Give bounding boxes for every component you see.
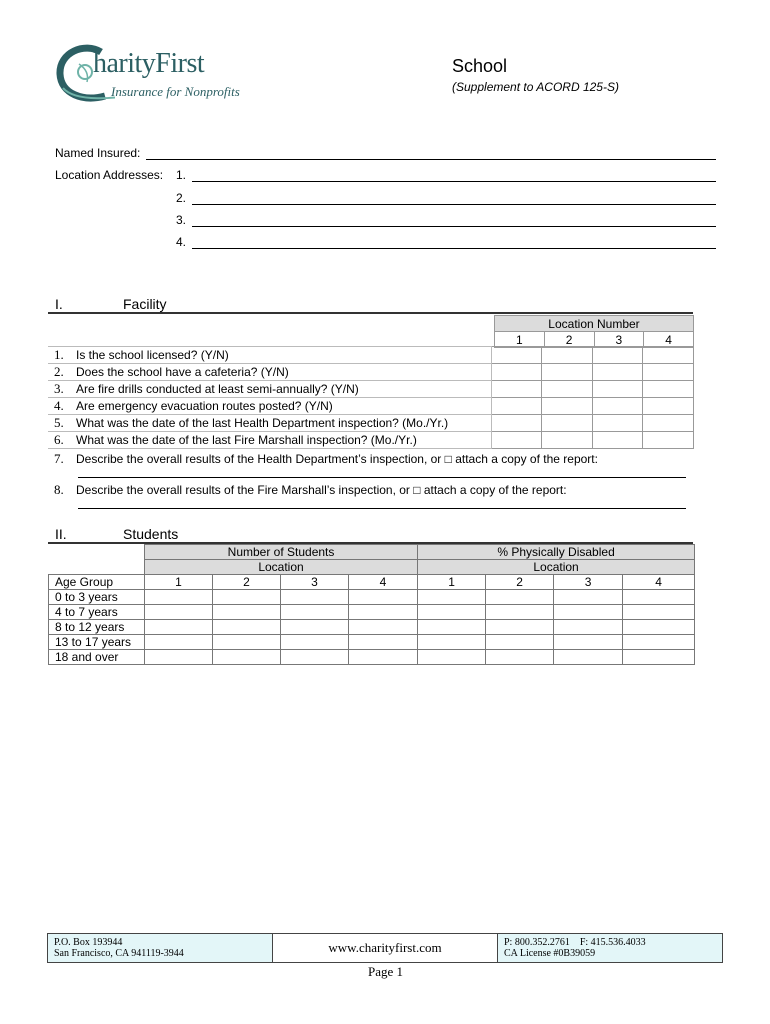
facility-question-row (48, 364, 694, 381)
student-count-cell[interactable] (145, 590, 213, 605)
disabled-percent-cell[interactable] (554, 590, 623, 605)
student-count-cell[interactable] (349, 590, 418, 605)
footer-contact-bar (47, 933, 723, 963)
disabled-percent-cell[interactable] (418, 650, 486, 665)
question-number: 8. (54, 482, 64, 497)
student-count-cell[interactable] (281, 635, 349, 650)
student-count-cell[interactable] (213, 590, 281, 605)
question-text: Describe the overall results of the Fire Marshall’s inspection, or □ attach a copy of the report: (76, 483, 567, 497)
student-count-cell[interactable] (213, 605, 281, 620)
answer-cell[interactable] (643, 432, 694, 449)
student-count-cell[interactable] (349, 620, 418, 635)
answer-cell[interactable] (491, 381, 542, 398)
age-group-label: 13 to 17 years (49, 635, 145, 650)
footer-license: CA License #0B39059 (504, 948, 596, 959)
address-field-3[interactable] (192, 226, 716, 227)
question-number: 1. (54, 347, 64, 362)
answer-cell[interactable] (542, 364, 593, 381)
form-subtitle: (Supplement to ACORD 125-S) (452, 80, 619, 94)
students-location-3: 3 (281, 575, 349, 590)
facility-question-row (48, 415, 694, 432)
answer-cell[interactable] (592, 415, 643, 432)
facility-question-row (48, 381, 694, 398)
address-field-2[interactable] (192, 204, 716, 205)
answer-cell[interactable] (491, 347, 542, 364)
answer-cell[interactable] (542, 398, 593, 415)
answer-cell[interactable] (542, 415, 593, 432)
question-number: 2. (54, 364, 64, 379)
facility-location-4: 4 (644, 332, 694, 348)
disabled-percent-cell[interactable] (554, 620, 623, 635)
address-number-2: 2. (176, 191, 187, 205)
question-7 (54, 450, 598, 468)
disabled-percent-cell[interactable] (623, 650, 695, 665)
students-table (48, 544, 695, 665)
student-count-cell[interactable] (213, 620, 281, 635)
facility-location-3: 3 (594, 332, 644, 348)
page-number: Page 1 (368, 964, 404, 979)
question-text: What was the date of the last Fire Marshall inspection? (Mo./Yr.) (76, 433, 417, 447)
student-count-cell[interactable] (213, 635, 281, 650)
students-section-title: Students (123, 526, 179, 542)
facility-questions-table (48, 346, 694, 449)
answer-cell[interactable] (643, 398, 694, 415)
age-group-row (49, 605, 695, 620)
physically-disabled-header: % Physically Disabled (418, 545, 695, 560)
student-count-cell[interactable] (281, 620, 349, 635)
address-number-1: 1. (176, 168, 187, 182)
address-field-4[interactable] (192, 248, 716, 249)
question-text: Is the school licensed? (Y/N) (76, 348, 229, 362)
disabled-percent-cell[interactable] (486, 605, 554, 620)
location-number-header: Location Number (495, 316, 694, 332)
students-location-2: 2 (213, 575, 281, 590)
question-text: Does the school have a cafeteria? (Y/N) (76, 365, 289, 379)
facility-location-table (494, 315, 694, 348)
question-8 (54, 481, 567, 499)
disabled-percent-cell[interactable] (486, 635, 554, 650)
age-group-row (49, 635, 695, 650)
disabled-percent-cell[interactable] (623, 620, 695, 635)
facility-section-rule (48, 312, 693, 314)
answer-cell[interactable] (491, 415, 542, 432)
address-field-1[interactable] (192, 181, 716, 182)
disabled-location-1: 1 (418, 575, 486, 590)
disabled-percent-cell[interactable] (554, 650, 623, 665)
student-count-cell[interactable] (145, 620, 213, 635)
question-number: 3. (54, 381, 64, 396)
age-group-row (49, 620, 695, 635)
disabled-percent-cell[interactable] (554, 605, 623, 620)
student-count-cell[interactable] (145, 605, 213, 620)
named-insured-label: Named Insured: (55, 146, 141, 160)
answer-cell[interactable] (643, 364, 694, 381)
student-count-cell[interactable] (213, 650, 281, 665)
footer-website-link[interactable]: www.charityfirst.com (328, 940, 442, 955)
age-group-label: 0 to 3 years (49, 590, 145, 605)
age-group-row (49, 590, 695, 605)
number-of-students-header: Number of Students (145, 545, 418, 560)
answer-cell[interactable] (592, 398, 643, 415)
answer-cell[interactable] (592, 432, 643, 449)
student-count-cell[interactable] (349, 605, 418, 620)
facility-question-row (48, 432, 694, 449)
answer-cell[interactable] (491, 364, 542, 381)
address-number-3: 3. (176, 213, 187, 227)
question-text: Describe the overall results of the Health Department’s inspection, or □ attach a copy of the report: (76, 452, 598, 466)
disabled-percent-cell[interactable] (486, 620, 554, 635)
facility-question-row (48, 398, 694, 415)
age-group-header: Age Group (49, 575, 145, 590)
age-group-row (49, 650, 695, 665)
student-count-cell[interactable] (349, 650, 418, 665)
disabled-location-4: 4 (623, 575, 695, 590)
question-text: What was the date of the last Health Department inspection? (Mo./Yr.) (76, 416, 449, 430)
students-section-number: II. (55, 526, 67, 542)
answer-cell[interactable] (491, 432, 542, 449)
facility-location-2: 2 (544, 332, 594, 348)
location-addresses-label: Location Addresses: (55, 168, 164, 182)
form-title: School (452, 56, 508, 76)
disabled-percent-cell[interactable] (418, 620, 486, 635)
student-count-cell[interactable] (145, 635, 213, 650)
facility-section-number: I. (55, 296, 63, 312)
answer-cell[interactable] (542, 347, 593, 364)
students-location-1: 1 (145, 575, 213, 590)
footer-phone-fax: P: 800.352.2761 F: 415.536.4033 (504, 937, 646, 948)
question-number: 5. (54, 415, 64, 430)
answer-cell[interactable] (643, 347, 694, 364)
named-insured-field[interactable] (146, 159, 716, 160)
students-location-label: Location (145, 560, 418, 575)
answer-cell[interactable] (592, 381, 643, 398)
disabled-percent-cell[interactable] (486, 590, 554, 605)
disabled-percent-cell[interactable] (418, 605, 486, 620)
answer-cell[interactable] (643, 415, 694, 432)
footer-city: San Francisco, CA 941119-3944 (54, 948, 184, 959)
students-location-4: 4 (349, 575, 418, 590)
disabled-location-2: 2 (486, 575, 554, 590)
disabled-location-label: Location (418, 560, 695, 575)
disabled-percent-cell[interactable] (554, 635, 623, 650)
question-number: 6. (54, 432, 64, 447)
age-group-label: 4 to 7 years (49, 605, 145, 620)
age-group-label: 8 to 12 years (49, 620, 145, 635)
health-inspection-results-field[interactable] (78, 477, 686, 478)
answer-cell[interactable] (592, 347, 643, 364)
logo-tagline: Insurance for Nonprofits (111, 84, 240, 99)
disabled-percent-cell[interactable] (418, 635, 486, 650)
disabled-percent-cell[interactable] (623, 635, 695, 650)
answer-cell[interactable] (542, 381, 593, 398)
facility-location-1: 1 (495, 332, 545, 348)
student-count-cell[interactable] (145, 650, 213, 665)
logo-brand-text: harityFirst (93, 48, 205, 79)
disabled-percent-cell[interactable] (623, 605, 695, 620)
footer-po-box: P.O. Box 193944 (54, 937, 123, 948)
student-count-cell[interactable] (281, 650, 349, 665)
charityfirst-logo (55, 42, 255, 107)
answer-cell[interactable] (592, 364, 643, 381)
question-number: 7. (54, 451, 64, 466)
question-text: Are emergency evacuation routes posted? (Y/N) (76, 399, 333, 413)
answer-cell[interactable] (542, 432, 593, 449)
facility-section-title: Facility (123, 296, 167, 312)
disabled-percent-cell[interactable] (418, 590, 486, 605)
student-count-cell[interactable] (281, 605, 349, 620)
disabled-percent-cell[interactable] (623, 590, 695, 605)
facility-question-row (48, 347, 694, 364)
age-group-label: 18 and over (49, 650, 145, 665)
question-text: Are fire drills conducted at least semi-annually? (Y/N) (76, 382, 359, 396)
disabled-location-3: 3 (554, 575, 623, 590)
answer-cell[interactable] (643, 381, 694, 398)
answer-cell[interactable] (491, 398, 542, 415)
fire-inspection-results-field[interactable] (78, 508, 686, 509)
disabled-percent-cell[interactable] (486, 650, 554, 665)
address-number-4: 4. (176, 235, 187, 249)
student-count-cell[interactable] (281, 590, 349, 605)
question-number: 4. (54, 398, 64, 413)
student-count-cell[interactable] (349, 635, 418, 650)
